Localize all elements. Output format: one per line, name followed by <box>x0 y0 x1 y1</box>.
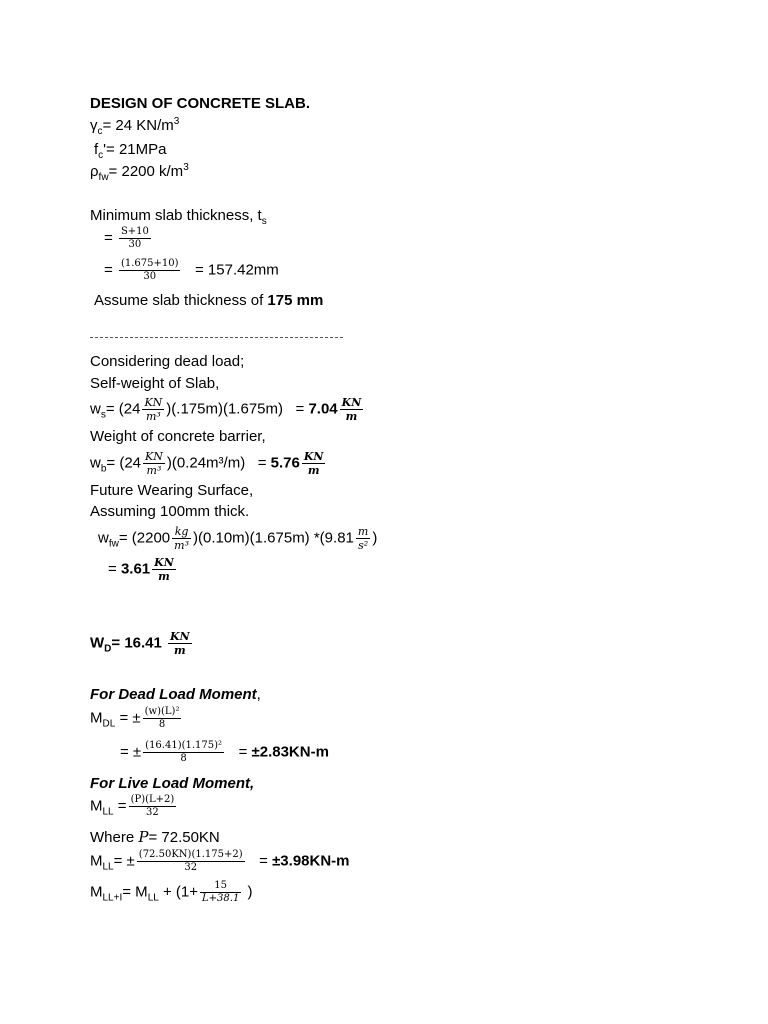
dead-load-moment-heading: For Dead Load Moment, <box>90 686 261 703</box>
dead-load-moment-result: ±2.83KN-m <box>251 743 329 761</box>
live-load-moment-fraction: $\frac{(P)(L+2)}{32}$ <box>130 794 175 818</box>
unit-weight-concrete: $\gamma_c= 24$ $KN/m^3$ <box>90 116 180 137</box>
rho-symbol: ρ <box>90 163 99 180</box>
thickness-fraction: $\frac{S+10}{30}$ <box>120 226 149 250</box>
barrier-weight-result: 5.76 <box>270 454 300 472</box>
wearing-weight-result: = 3.61 $\frac{KN}{m}$ <box>108 556 174 583</box>
barrier-weight-equation: $w_b= (24$ $\frac{KN}{\text{m³}}$ )(0.24m³/m) = 5.76 $\frac{KN}{m}$ <box>90 450 324 477</box>
dead-load-moment-calc-fraction: $\frac{\text{(16.41)(1.175)²}}{8}$ <box>145 740 223 764</box>
slab-weight-result: 7.04 <box>308 400 338 418</box>
dead-load-moment-formula: $M_{DL}$ = ± $\frac{\text{(w)(L)²}}{8}$ <box>90 706 180 730</box>
barrier-weight-result-unit: $\frac{KN}{m}$ <box>303 450 324 477</box>
live-load-moment-formula: $M_{LL}$ = $\frac{(P)(L+2)}{32}$ <box>90 794 175 818</box>
wearing-density-unit: $\frac{kg}{\text{m³}}$ <box>174 525 189 552</box>
gamma-symbol: γ <box>90 117 98 134</box>
total-dead-load: $W_D= 16.41$ $\frac{KN}{m}$ <box>90 630 190 657</box>
dead-load-moment-calculation: = ± $\frac{\text{(16.41)(1.175)²}}{8}$ = ±2.83KN-m <box>120 740 329 764</box>
wheel-load-line: Where P= 72.50KN <box>90 828 220 846</box>
thickness-formula: = $\frac{S+10}{30}$ <box>104 226 149 250</box>
page-title: DESIGN OF CONCRETE SLAB. <box>90 95 311 112</box>
thickness-heading: Minimum slab thickness, $t_s$ <box>90 207 267 227</box>
live-load-moment-calc-fraction: $\frac{(72.50KN)(1.175+2)}{32}$ <box>138 849 243 873</box>
slab-weight-equation: $w_s= (24$ $\frac{KN}{\text{m³}}$ )(.175m)(1.675m) = 7.04 $\frac{KN}{m}$ <box>90 396 362 423</box>
dead-load-heading: Considering dead load; <box>90 353 245 370</box>
thickness-calculation: = $\frac{(1.675+10)}{30}$ = 157.42mm <box>104 258 279 282</box>
concrete-strength: $f_c'= 21MPa$ <box>94 141 167 161</box>
section-separator <box>90 337 343 338</box>
wearing-weight-value: 3.61 <box>120 560 151 578</box>
wearing-surface-label: Future Wearing Surface, <box>90 482 254 499</box>
slab-weight-unit: $\frac{KN}{\text{m³}}$ <box>144 396 163 423</box>
wearing-weight-equation: $w_{fw}= (2200$ $\frac{kg}{\text{m³}}$ )(0.10m)(1.675m) *(9.81 $\frac{m}{\text{s²}}$ ) <box>98 525 378 552</box>
thickness-calc-fraction: $\frac{(1.675+10)}{30}$ <box>120 258 179 282</box>
barrier-weight-unit: $\frac{KN}{\text{m³}}$ <box>145 450 163 477</box>
wearing-weight-unit: $\frac{KN}{m}$ <box>154 556 174 583</box>
live-load-moment-result: ±3.98KN-m <box>272 852 350 870</box>
barrier-label: Weight of concrete barrier, <box>90 428 266 445</box>
impact-fraction: $\frac{15}{L+38.1}$ <box>202 880 240 904</box>
slab-weight-result-unit: $\frac{KN}{m}$ <box>341 396 362 423</box>
impact-moment-formula: $M_{LL+I}= M_{LL} + (1+$ $\frac{15}{L+38.1}$ ) <box>90 880 253 904</box>
wearing-thickness-label: Assuming 100mm thick. <box>90 503 250 520</box>
assumed-thickness: Assume slab thickness of 175 mm <box>94 292 324 309</box>
live-load-moment-heading: For Live Load Moment, <box>90 775 255 792</box>
self-weight-label: Self-weight of Slab, <box>90 375 220 392</box>
thickness-result: = 157.42mm <box>195 261 279 279</box>
gravity-unit: $\frac{m}{\text{s²}}$ <box>357 525 369 552</box>
assumed-thickness-value: 175 mm <box>267 292 324 309</box>
density-wearing-surface: $\rho_{fw}= 2200$ $k/m^3$ <box>90 162 189 183</box>
dead-load-moment-fraction: $\frac{\text{(w)(L)²}}{8}$ <box>144 706 180 730</box>
total-dead-load-unit: $\frac{KN}{m}$ <box>170 630 190 657</box>
live-load-moment-calculation: $M_{LL}=$ ± $\frac{(72.50KN)(1.175+2)}{32}$ = ±3.98KN-m <box>90 849 350 873</box>
